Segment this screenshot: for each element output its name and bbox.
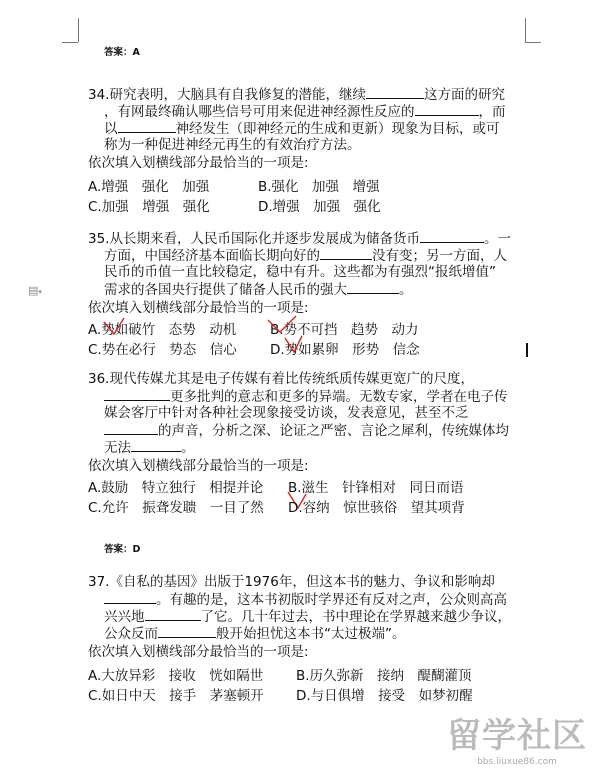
q36-option-a: A.鼓励 特立独行 相提并论 bbox=[88, 480, 264, 496]
q34-option-c: C.加强 增强 强化 bbox=[88, 199, 210, 215]
q37-option-b: B.历久弥新 接纳 醍醐灌顶 bbox=[296, 668, 472, 684]
q36-prompt: 依次填入划横线部分最恰当的一项是: bbox=[88, 458, 309, 474]
q37-prompt: 依次填入划横线部分最恰当的一项是: bbox=[88, 644, 309, 660]
q35-prompt: 依次填入划横线部分最恰当的一项是: bbox=[88, 300, 309, 316]
q36-option-c: C.允许 振聋发聩 一目了然 bbox=[88, 500, 264, 516]
document-margin-icon[interactable]: ▤▾ bbox=[28, 284, 42, 297]
q36-line-2: 更多批判的意志和更多的异端。无数专家，学者在电子传 bbox=[104, 388, 508, 405]
q37-option-c: C.如日中天 接手 茅塞顿开 bbox=[88, 688, 264, 704]
q36-line-5: 无法 。 bbox=[104, 440, 195, 456]
q37-line-3: 兴兴地 了它。几十年过去，书中理论在学界越来越少争议， bbox=[104, 609, 511, 625]
q35-line-2: 方面，中国经济基本面临长期向好的 没有变；另一方面，人 bbox=[104, 248, 507, 264]
q35-option-b: B.势不可挡 趋势 动力 bbox=[270, 322, 419, 338]
q35-line-3: 民币的币值一直比较稳定，稳中有升。这些都为有强烈“报纸增值” bbox=[104, 264, 496, 280]
q37-line-2: 。有趣的是，这本书初版时学界还有反对之声，公众则高高 bbox=[104, 591, 507, 608]
q34-prompt: 依次填入划横线部分最恰当的一项是: bbox=[88, 155, 309, 171]
crop-mark-top-left-h bbox=[62, 42, 78, 44]
crop-mark-top-right bbox=[525, 18, 527, 42]
q36-option-d: D.容纳 惊世骇俗 望其项背 bbox=[288, 500, 465, 516]
q36-line-4: 的声音，分析之深、论证之严密、言论之犀利，传统媒体均 bbox=[104, 422, 509, 439]
q34-option-a: A.增强 强化 加强 bbox=[88, 179, 210, 195]
site-watermark bbox=[447, 708, 587, 767]
answer-label-q36: 答案：D bbox=[104, 544, 141, 555]
answer-label-previous: 答案：A bbox=[104, 47, 140, 58]
q37-option-d: D.与日俱增 接受 如梦初醒 bbox=[296, 688, 473, 704]
crop-mark-top-right-h bbox=[525, 42, 541, 44]
q34-line-4: 称为一种促进神经元再生的有效治疗方法。 bbox=[104, 137, 361, 153]
q34-option-b: B.强化 加强 增强 bbox=[258, 179, 380, 195]
crop-mark-top-left bbox=[78, 18, 80, 42]
q34-line-2: ，有网最终确认哪些信号可用来促进神经源性反应的 ，而 bbox=[104, 104, 506, 120]
q35-line-4: 需求的各国央行提供了储备人民币的强大 。 bbox=[104, 282, 413, 298]
q34-option-d: D.增强 加强 强化 bbox=[258, 199, 381, 215]
q34-line-1: 34.研究表明，大脑具有自我修复的潜能，继续 这方面的研究 bbox=[88, 87, 505, 103]
text-cursor bbox=[526, 343, 528, 357]
q35-option-d: D.势如累卵 形势 信念 bbox=[270, 342, 420, 358]
q36-line-1: 36.现代传媒尤其是电子传媒有着比传统纸质传媒更宽广的尺度， bbox=[88, 371, 474, 387]
q37-option-a: A.大放异彩 接收 恍如隔世 bbox=[88, 668, 264, 684]
q35-option-c: C.势在必行 势态 信心 bbox=[88, 342, 237, 358]
watermark-url: bbs.liuxue86.com bbox=[477, 757, 557, 767]
q35-option-a: A.势如破竹 态势 动机 bbox=[88, 322, 237, 338]
q34-line-3: 以 神经发生（即神经元的生成和更新）现象为目标，或可 bbox=[104, 121, 500, 137]
q36-line-3: 媒会客厅中针对各种社会现象接受访谈，发表意见，甚至不乏 bbox=[104, 405, 469, 421]
q37-line-4: 公众反而 般开始担忧这本书“太过极端”。 bbox=[104, 626, 406, 642]
q37-line-1: 37.《自私的基因》出版于1976年，但这本书的魅力、争议和影响却 bbox=[88, 574, 495, 590]
watermark-logo: 留学社区 bbox=[447, 716, 587, 756]
q36-option-b: B.滋生 针锋相对 同日而语 bbox=[288, 480, 464, 496]
q35-line-1: 35.从长期来看，人民币国际化并逐步发展成为储备货币 。一 bbox=[88, 231, 511, 247]
